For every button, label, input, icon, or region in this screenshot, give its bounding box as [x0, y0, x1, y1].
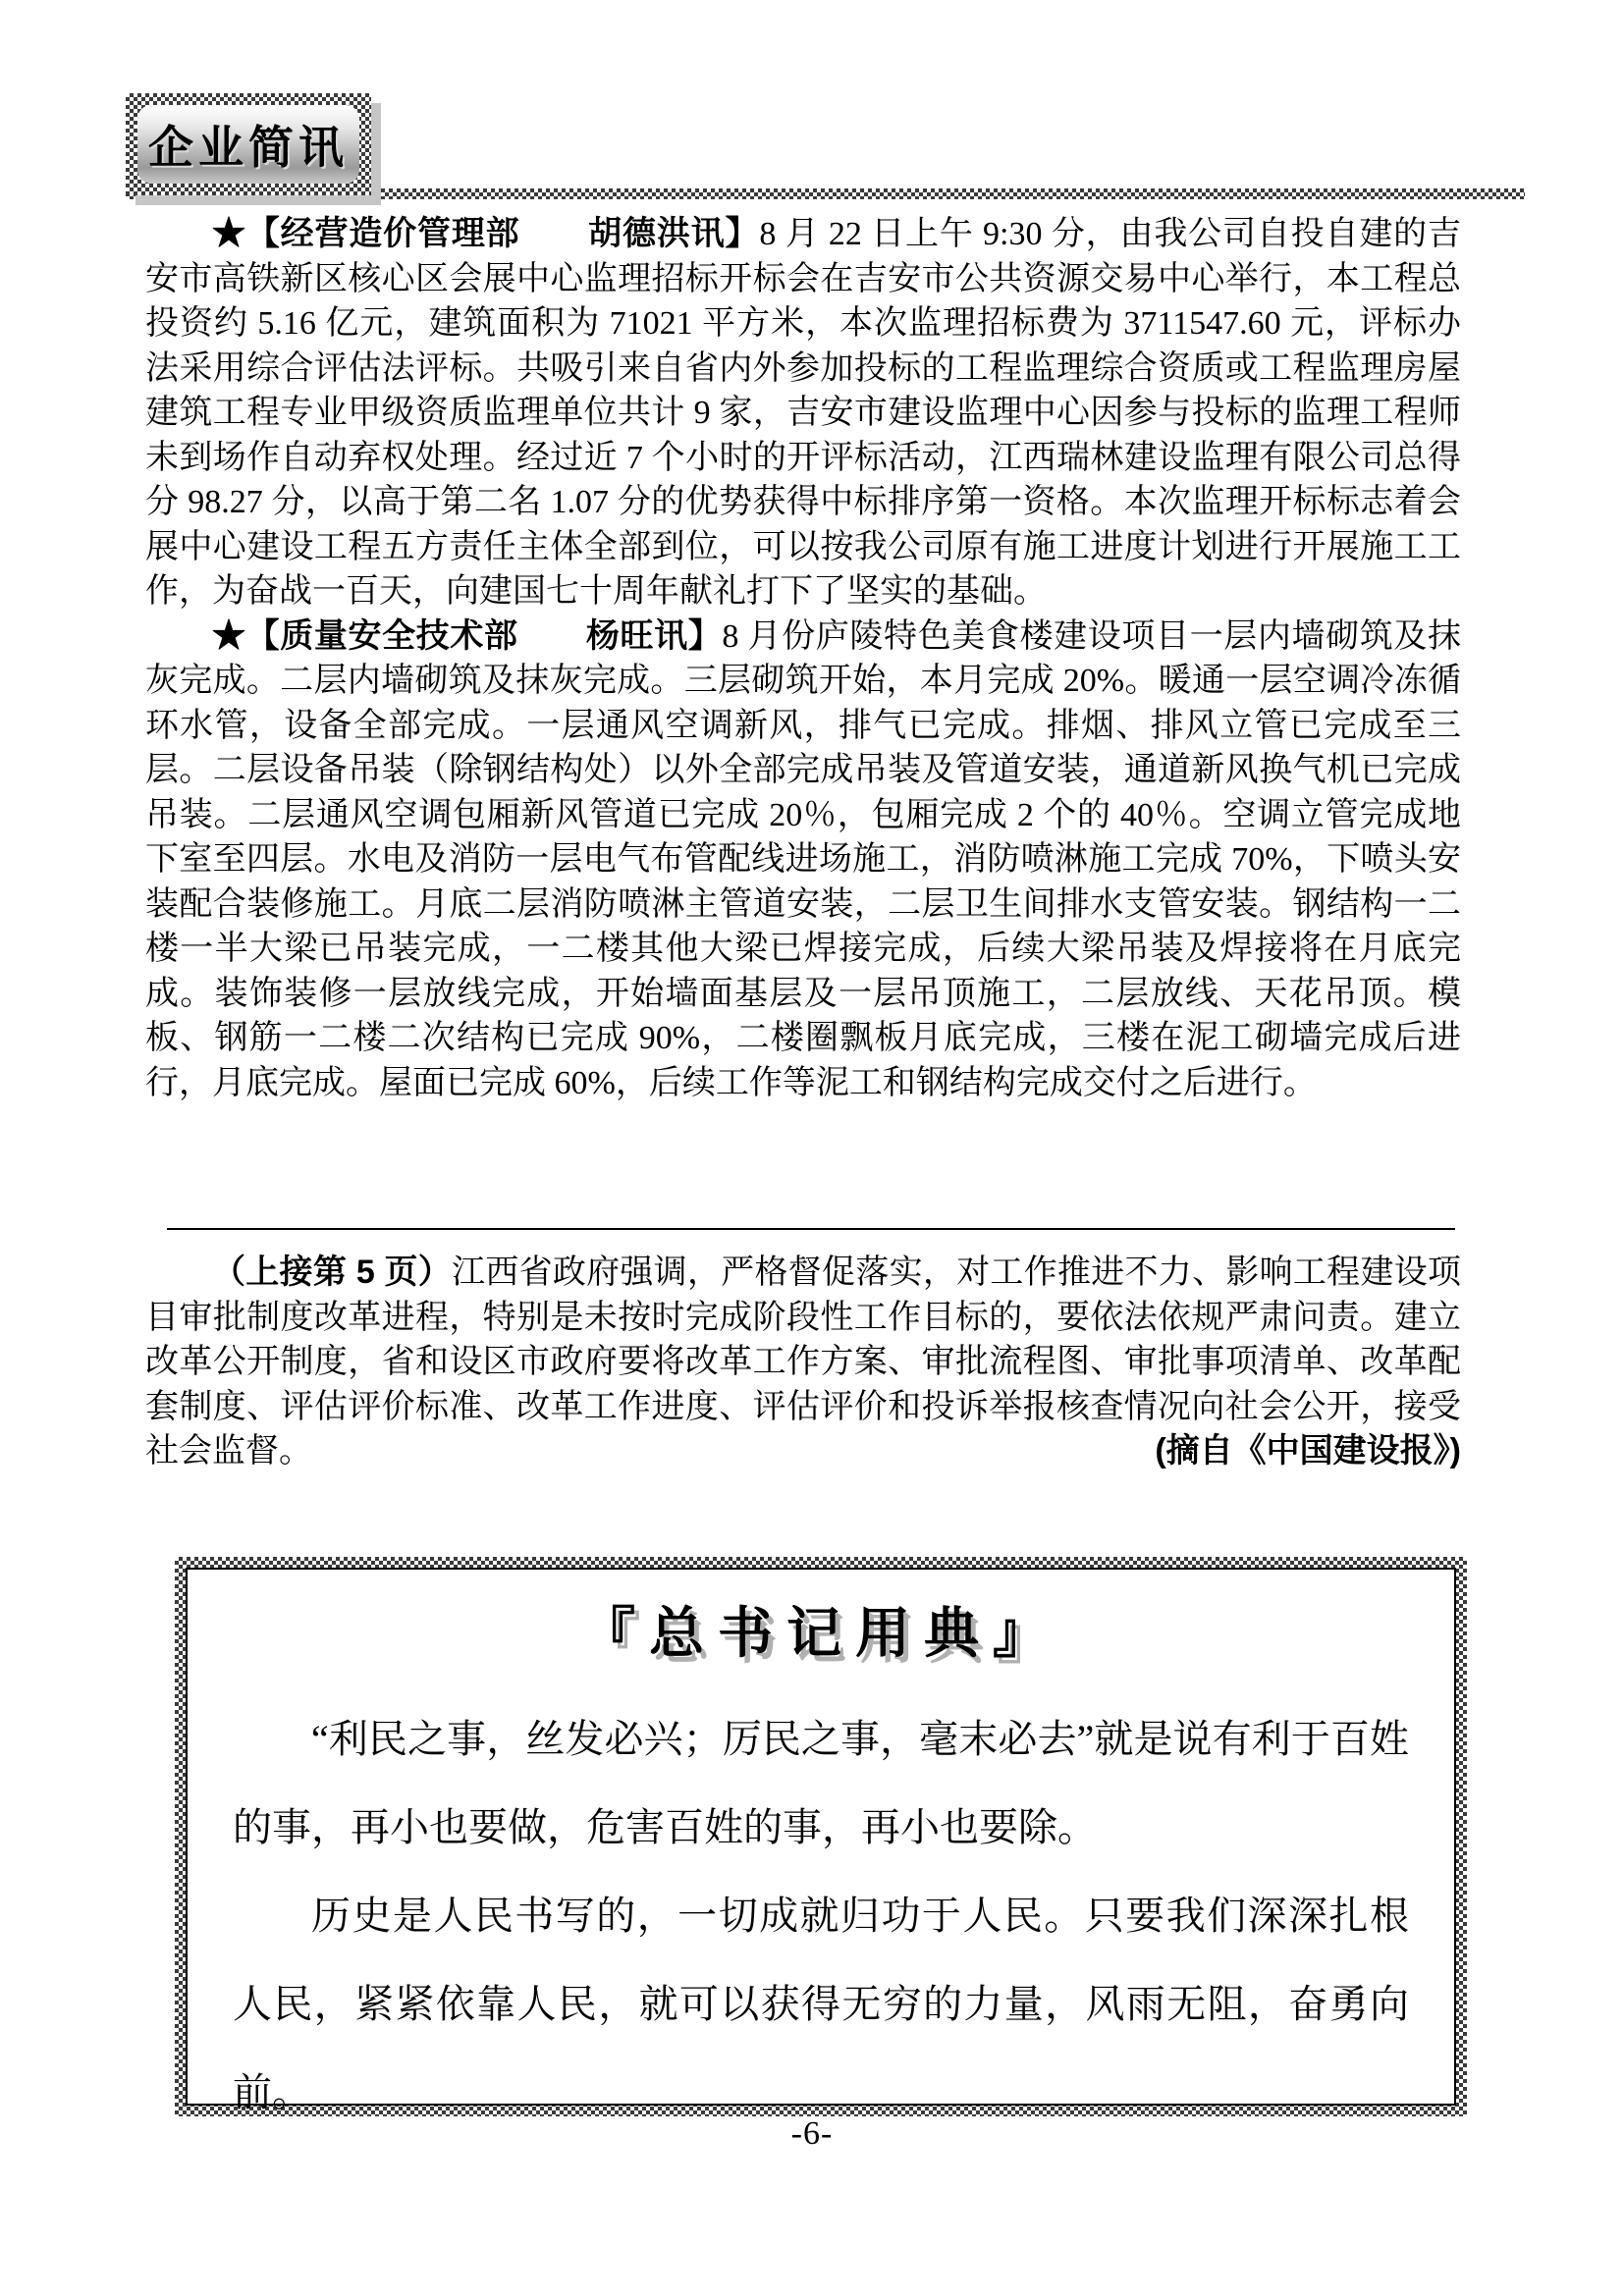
quote-paragraph: 历史是人民书写的，一切成就归功于人民。只要我们深深扎根人民，紧紧依靠人民，就可以获得无穷的力量，风雨无阻，奋勇向前。 [233, 1894, 1409, 2114]
page-number: -6- [790, 2115, 834, 2152]
article-paragraph [145, 212, 1461, 614]
article-paragraph [145, 614, 1461, 1106]
article-body: 8 月 22 日上午 9:30 分，由我公司自投自建的吉安市高铁新区核心区会展中心监理招标开标会在吉安市公共资源交易中心举行，本工程总投资约 5.16 亿元，建筑面积为 71021 平方米，本次监理招标费为 3711547.60 元，评标办法采用综合评估法评标。共吸引来自省内外参加投标的工程监理综合资质或工程监理房屋建筑工程专业甲级资质监理单位共计 9 家，吉安市建设监理中心因参与投标的监理工程师未到场作自动弃权处理。经过近 7 个小时的开评标活动，江西瑞林建设监理有限公司总得分 98.27 分，以高于第二名 1.07 分的优势获得中标排序第一资格。本次监理开标标志着会展中心建设工程五方责任主体全部到位，可以按我公司原有施工进度计划进行开展施工工作，为奋战一百天，向建国七十周年献礼打下了坚实的基础。 [145, 216, 1461, 610]
header-badge-frame [126, 93, 371, 195]
quote-paragraph: “利民之事，丝发必兴；厉民之事，毫末必去”就是说有利于百姓的事，再小也要做，危害百姓的事，再小也要除。 [233, 1717, 1409, 1849]
articles-section [145, 212, 1461, 1105]
continuation-lead: （上接第 5 页） [212, 1254, 453, 1291]
article-body: 8 月份庐陵特色美食楼建设项目一层内墙砌筑及抹灰完成。二层内墙砌筑及抹灰完成。三层砌筑开始，本月完成 20%。暖通一层空调冷冻循环水管，设备全部完成。一层通风空调新风，排气已完成。排烟、排风立管已完成至三层。二层设备吊装（除钢结构处）以外全部完成吊装及管道安装，通道新风换气机已完成吊装。二层通风空调包厢新风管道已完成 20％，包厢完成 2 个的 40％。空调立管完成地下室至四层。水电及消防一层电气布管配线进场施工，消防喷淋施工完成 70%，下喷头安装配合装修施工。月底二层消防喷淋主管道安装，二层卫生间排水支管安装。钢结构一二楼一半大梁已吊装完成，一二楼其他大梁已焊接完成，后续大梁吊装及焊接将在月底完成。装饰装修一层放线完成，开始墙面基层及一层吊顶施工，二层放线、天花吊顶。模板、钢筋一二楼二次结构已完成 90%，二楼圈飘板月底完成，三楼在泥工砌墙完成后进行，月底完成。屋面已完成 60%，后续工作等泥工和钢结构完成交付之后进行。 [145, 617, 1461, 1101]
header-badge-title: 企业简讯 [137, 105, 359, 184]
source-attribution: (摘自《中国建设报》) [1155, 1432, 1461, 1469]
quote-box-title: 『总书记用典』 [580, 1602, 1061, 1664]
quote-box [186, 1568, 1456, 2114]
article-lead: ★【质量安全技术部 杨旺讯】 [212, 616, 723, 655]
quote-box-body [233, 1695, 1409, 2137]
article-lead: ★【经营造价管理部 胡德洪讯】 [212, 215, 760, 252]
quote-box-frame [175, 1557, 1467, 2116]
continuation-paragraph [145, 1251, 1461, 1474]
continuation-section [145, 1251, 1461, 1474]
continuation-body: 江西省政府强调，严格督促落实，对工作推进不力、影响工程建设项目审批制度改革进程，特别是未按时完成阶段性工作目标的，要依法依规严肃问责。建立改革公开制度，省和设区市政府要将改革工作方案、审批流程图、审批事项清单、改革配套制度、评估评价标准、改革工作进度、评估评价和投诉举报核查情况向社会公开，接受社会监督。 [145, 1255, 1461, 1469]
section-divider [167, 1228, 1455, 1230]
